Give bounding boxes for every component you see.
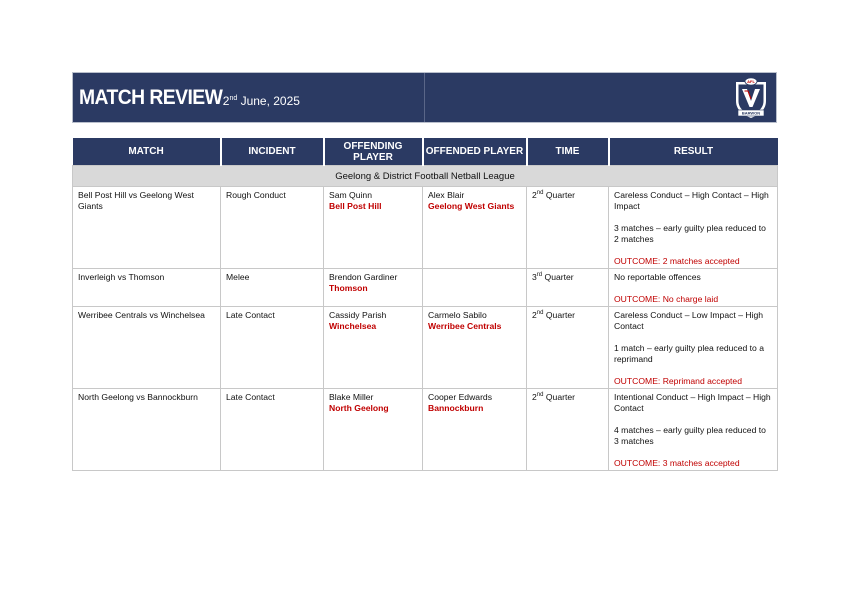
offended-player-cell [423, 307, 527, 389]
time-cell: 2nd Quarter [527, 187, 609, 269]
offending-club: Thomson [329, 283, 368, 293]
result-penalty: 4 matches – early guilty plea reduced to 3 matches [614, 425, 766, 446]
offending-player-name: Blake Miller [329, 392, 374, 402]
offending-club: Winchelsea [329, 321, 377, 331]
match-cell: Werribee Centrals vs Winchelsea [73, 307, 221, 389]
offended-player-cell [423, 187, 527, 269]
result-penalty: 1 match – early guilty plea reduced to a reprimand [614, 343, 765, 364]
match-review-table [72, 138, 778, 471]
result-charge: Careless Conduct – Low Impact – High Contact [614, 310, 764, 331]
offended-player-name: Alex Blair [428, 190, 465, 200]
review-date: 2nd June, 2025 [222, 93, 300, 108]
table-row [73, 307, 778, 389]
result-penalty: 3 matches – early guilty plea reduced to 2 matches [614, 223, 766, 244]
result-cell [609, 389, 778, 471]
offended-player-cell [423, 389, 527, 471]
offending-player-cell [324, 187, 423, 269]
table-row [73, 269, 778, 307]
match-cell: Bell Post Hill vs Geelong West Giants [73, 187, 221, 269]
svg-text:AFL: AFL [747, 79, 755, 84]
time-cell: 3rd Quarter [527, 269, 609, 307]
result-outcome: OUTCOME: Reprimand accepted [614, 376, 742, 386]
offending-player-name: Sam Quinn [329, 190, 372, 200]
result-cell [609, 269, 778, 307]
offended-player-cell [423, 269, 527, 307]
column-header-offended-player: OFFENDED PLAYER [423, 138, 527, 166]
incident-cell: Rough Conduct [221, 187, 324, 269]
time-cell: 2nd Quarter [527, 389, 609, 471]
column-header-offending-player: OFFENDING PLAYER [324, 138, 423, 166]
offending-club: Bell Post Hill [329, 201, 382, 211]
result-charge: Intentional Conduct – High Impact – High Contact [614, 392, 771, 413]
column-header-time: TIME [527, 138, 609, 166]
league-name: Geelong & District Football Netball League [73, 166, 778, 187]
offended-club: Bannockburn [428, 403, 484, 413]
incident-cell: Late Contact [221, 389, 324, 471]
header-title-area [73, 73, 424, 122]
match-cell: Inverleigh vs Thomson [73, 269, 221, 307]
offending-player-cell [324, 389, 423, 471]
result-outcome: OUTCOME: No charge laid [614, 294, 719, 304]
offended-player-name: Cooper Edwards [428, 392, 493, 402]
match-cell: North Geelong vs Bannockburn [73, 389, 221, 471]
time-cell: 2nd Quarter [527, 307, 609, 389]
league-row [73, 166, 778, 187]
incident-cell: Late Contact [221, 307, 324, 389]
result-outcome: OUTCOME: 3 matches accepted [614, 458, 740, 468]
offending-player-name: Brendon Gardiner [329, 272, 398, 282]
offending-player-cell [324, 269, 423, 307]
column-header-result: RESULT [609, 138, 778, 166]
table-row [73, 187, 778, 269]
table-row [73, 389, 778, 471]
result-cell [609, 307, 778, 389]
page-header [72, 72, 777, 123]
result-charge: Careless Conduct – High Contact – High Impact [614, 190, 769, 211]
column-header-match: MATCH [73, 138, 221, 166]
svg-text:BARWON: BARWON [741, 110, 761, 116]
result-outcome: OUTCOME: 2 matches accepted [614, 256, 740, 266]
offending-club: North Geelong [329, 403, 389, 413]
result-cell [609, 187, 778, 269]
offended-club: Werribee Centrals [428, 321, 502, 331]
offended-club: Geelong West Giants [428, 201, 515, 211]
table-header-row [73, 138, 778, 166]
page-title: MATCH REVIEW [79, 85, 223, 109]
offending-player-name: Cassidy Parish [329, 310, 387, 320]
incident-cell: Melee [221, 269, 324, 307]
header-logo-area [424, 73, 776, 122]
afl-barwon-logo [732, 77, 770, 120]
result-charge: No reportable offences [614, 272, 701, 282]
offending-player-cell [324, 307, 423, 389]
column-header-incident: INCIDENT [221, 138, 324, 166]
offended-player-name: Carmelo Sabilo [428, 310, 487, 320]
